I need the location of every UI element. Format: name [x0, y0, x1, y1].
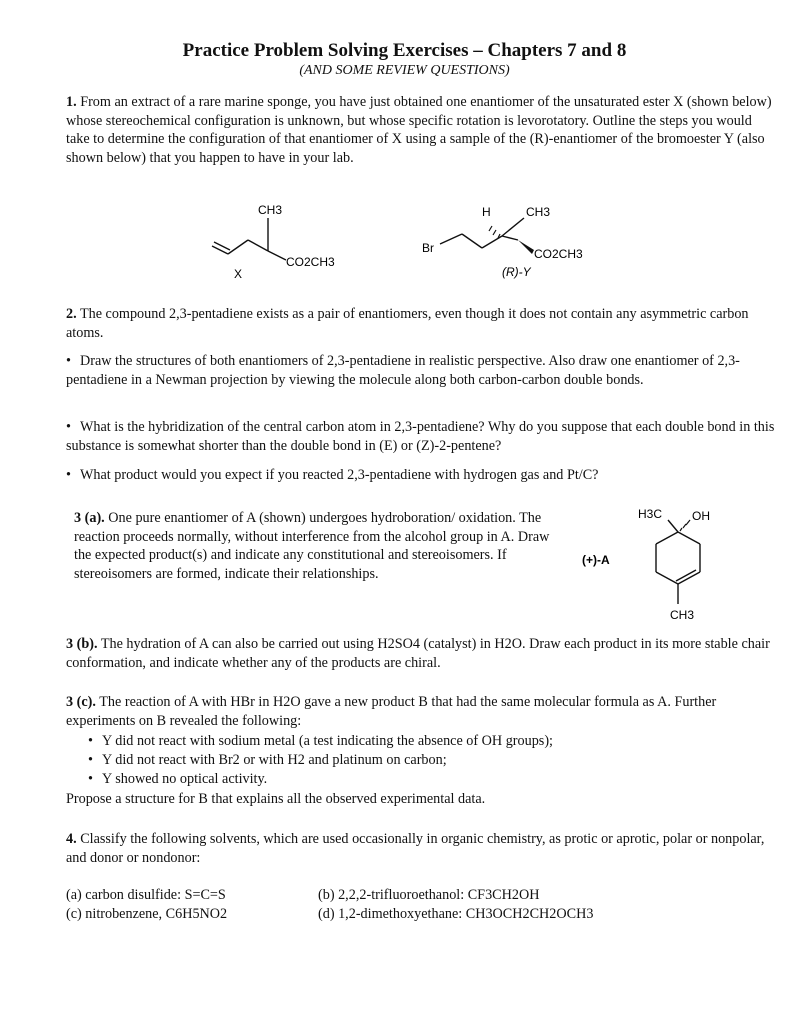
question-3c-number: 3 (c). — [66, 694, 96, 710]
y-structure-label: (R)-Y — [502, 265, 531, 279]
question-3a-number: 3 (a). — [74, 510, 105, 526]
solvent-a: (a) carbon disulfide: S=C=S — [66, 887, 226, 903]
a-structure-label: (+)-A — [582, 553, 610, 567]
question-3c-bullet-1: • Y did not react with sodium metal (a test indicating the absence of OH groups); — [88, 733, 553, 749]
question-3c-bullet-3: • Y showed no optical activity. — [88, 771, 268, 787]
structure-x — [200, 196, 360, 286]
question-3a-text: One pure enantiomer of A (shown) undergoes hydroboration/ oxidation. The reaction proceeds normally, without interference from the alcohol group in A. Draw the expected product(s) and indicate any constitutional and stereoisomers. If stereoisomers are formed, indicate their relationships. — [74, 510, 550, 582]
bullet-icon: • — [66, 467, 71, 483]
bullet-icon: • — [66, 353, 71, 369]
y-ester-label: CO2CH3 — [534, 247, 583, 261]
question-3b-text: The hydration of A can also be carried out using H2SO4 (catalyst) in H2O. Draw each product in its more stable chair conformation, and indicate whether any of the products are chiral. — [66, 636, 770, 671]
x-ester-label: CO2CH3 — [286, 255, 335, 269]
question-2-bullet-2: • What is the hybridization of the central carbon atom in 2,3-pentadiene? Why do you suppose that each double bond in this substance is somewhat shorter than the double bond in (E) or (Z)-2-pentene? — [66, 419, 775, 454]
a-oh-label: OH — [692, 509, 710, 523]
solvent-c: (c) nitrobenzene, C6H5NO2 — [66, 906, 228, 922]
y-h-label: H — [482, 205, 491, 219]
question-3b — [66, 635, 778, 672]
y-br-label: Br — [422, 241, 434, 255]
structure-y — [420, 196, 620, 286]
bullet-icon: • — [88, 752, 93, 768]
question-1-text: From an extract of a rare marine sponge, you have just obtained one enantiomer of the unsaturated ester X (shown below) whose stereochemical configuration is unknown, but whose specific rotation is levorotatory. Outline the steps you would take to determine the configuration of that enantiomer of X using a sample of the (R)-enantiomer of the bromoester Y (also shown below) that you happen to have in your lab. — [66, 94, 772, 166]
a-ch3-label: CH3 — [670, 608, 695, 622]
solvent-d: (d) 1,2-dimethoxyethane: CH3OCH2CH2OCH3 — [318, 906, 594, 922]
question-2-text: The compound 2,3-pentadiene exists as a pair of enantiomers, even though it does not contain any asymmetric carbon atoms. — [66, 306, 749, 341]
question-3c — [66, 693, 778, 730]
a-h3c-label: H3C — [638, 507, 663, 521]
question-3c-closing: Propose a structure for B that explains all the observed experimental data. — [66, 791, 486, 807]
question-4-number: 4. — [66, 831, 77, 847]
x-ch3-label: CH3 — [258, 203, 283, 217]
solvent-b: (b) 2,2,2-trifluoroethanol: CF3CH2OH — [318, 887, 540, 903]
question-4 — [66, 830, 778, 867]
bullet-icon: • — [66, 419, 71, 435]
question-2-number: 2. — [66, 306, 77, 322]
question-1 — [66, 93, 778, 167]
x-structure-label: X — [234, 267, 243, 281]
question-3b-number: 3 (b). — [66, 636, 98, 652]
question-1-number: 1. — [66, 94, 77, 110]
question-4-text: Classify the following solvents, which are used occasionally in organic chemistry, as protic or aprotic, polar or nonpolar, and donor or nondonor: — [66, 831, 765, 866]
bullet-icon: • — [88, 771, 93, 787]
question-2-bullet-1: • Draw the structures of both enantiomers of 2,3-pentadiene in realistic perspective. Also draw one enantiomer of 2,3-pentadiene in a Newman projection by viewing the molecule along both carbon-carbon double bonds. — [66, 353, 740, 388]
page-title: Practice Problem Solving Exercises – Chapters 7 and 8 — [182, 40, 627, 61]
question-3c-text: The reaction of A with HBr in H2O gave a new product B that had the same molecular formula as A. Further experiments on B revealed the following: — [66, 694, 717, 729]
question-2-bullet-3: • What product would you expect if you reacted 2,3-pentadiene with hydrogen gas and Pt/C? — [66, 467, 599, 483]
y-ch3-label: CH3 — [526, 205, 551, 219]
page-subtitle: (AND SOME REVIEW QUESTIONS) — [299, 63, 510, 78]
question-3c-bullet-2: • Y did not react with Br2 or with H2 and platinum on carbon; — [88, 752, 447, 768]
question-3a — [74, 509, 560, 583]
structure-a — [578, 500, 738, 625]
bullet-icon: • — [88, 733, 93, 749]
question-2 — [66, 305, 778, 342]
